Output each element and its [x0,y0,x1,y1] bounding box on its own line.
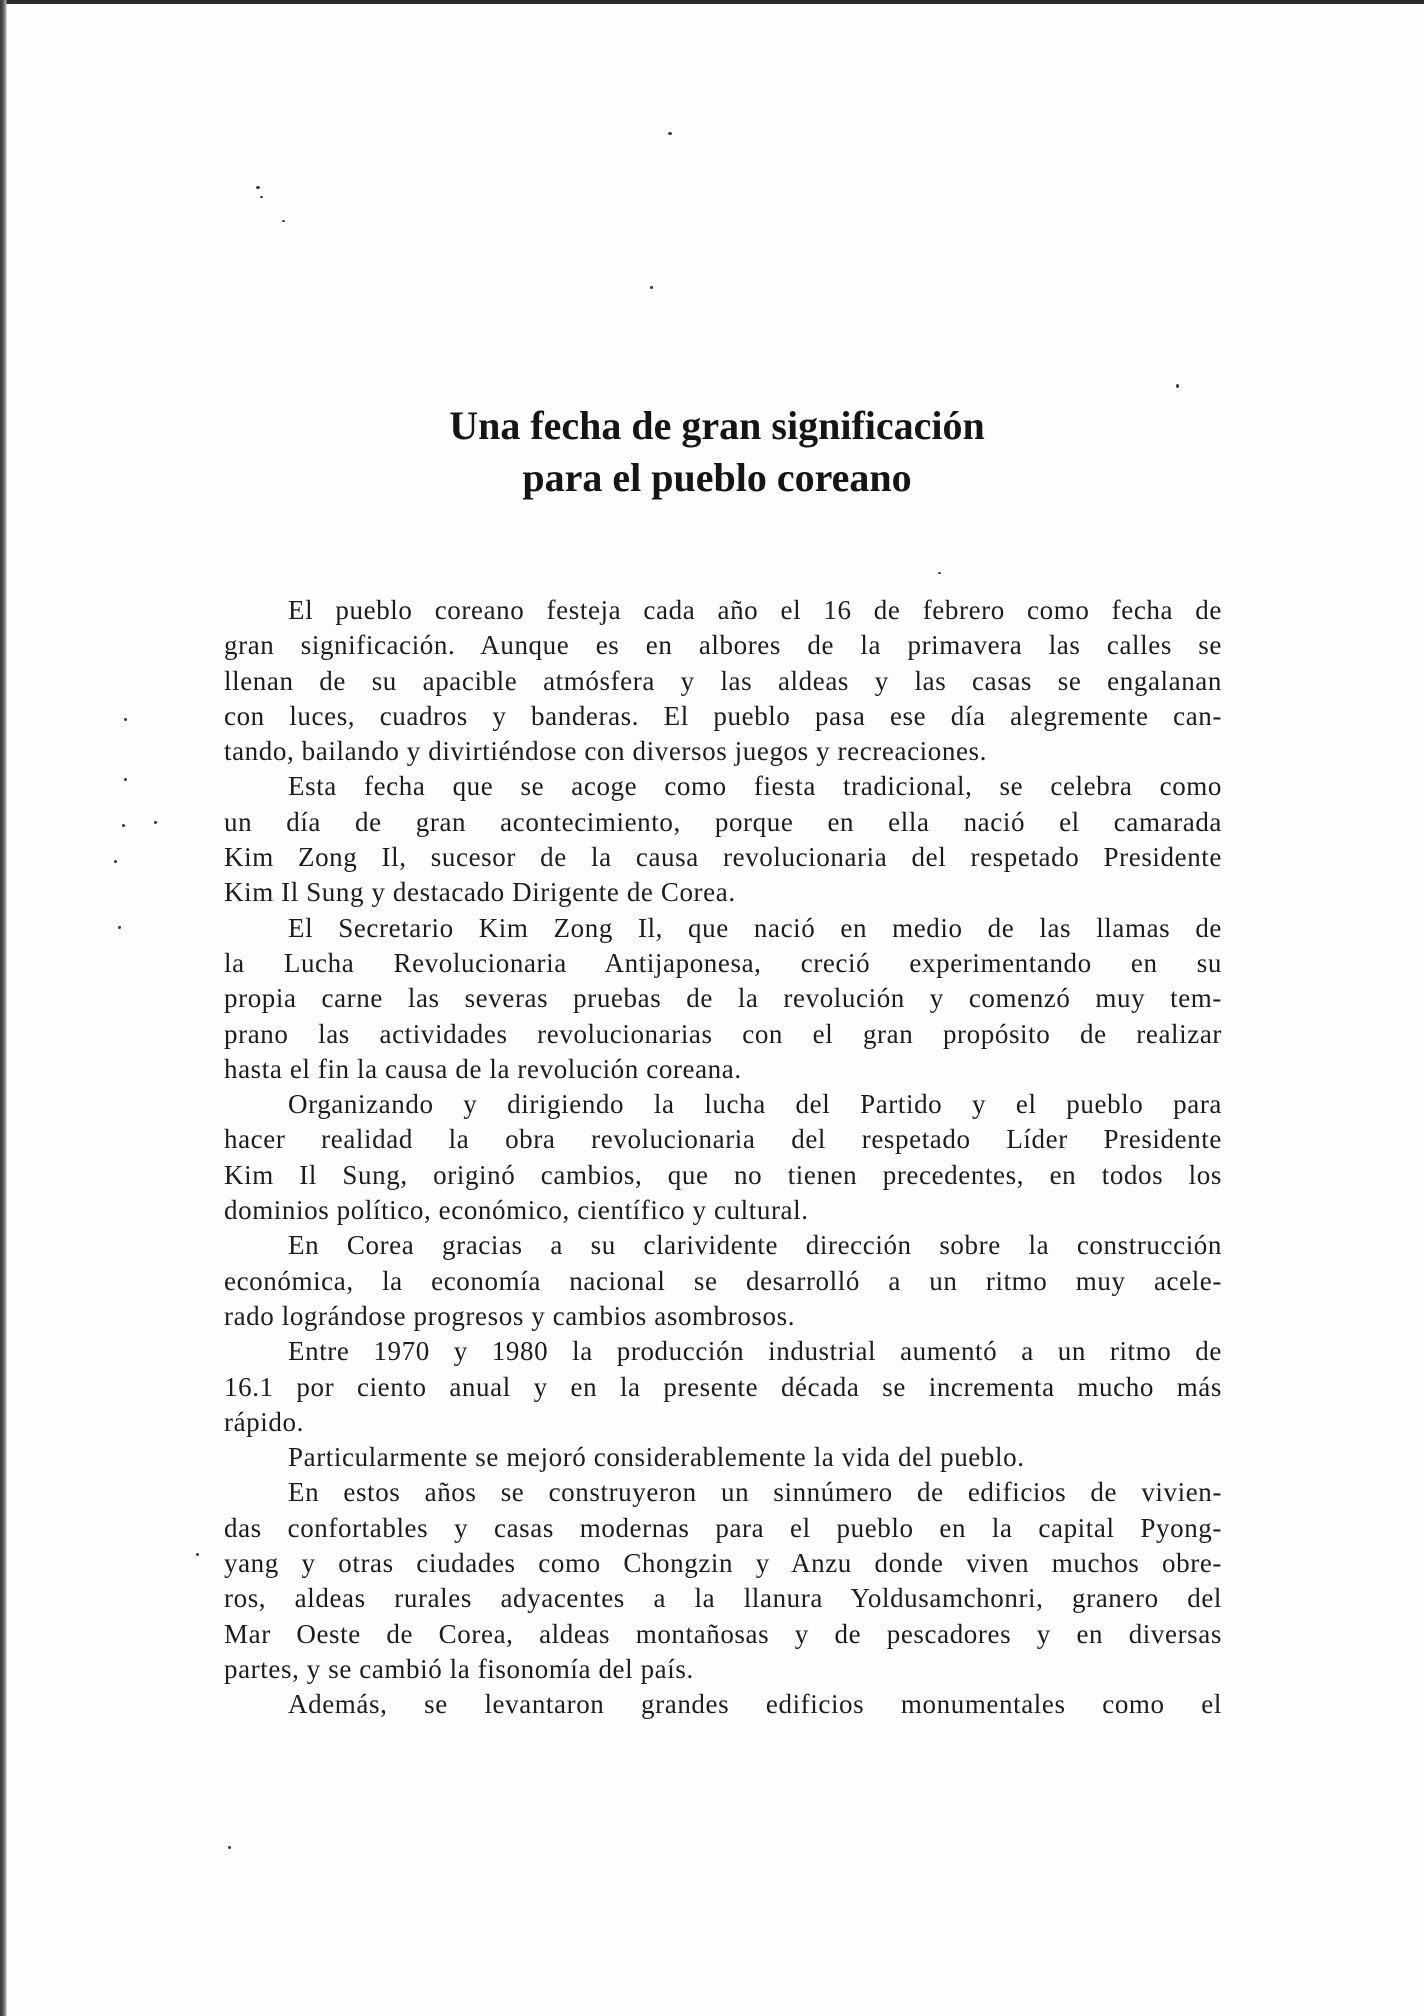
scan-speck [196,1553,199,1556]
text-line: 16.1 por ciento anual y en la presente década se incrementa mucho más [224,1371,1222,1402]
text-line: prano las actividades revolucionarias con el gran propósito de realizar [224,1018,1222,1049]
text-line: Organizando y dirigiendo la lucha del Partido y el pueblo para [288,1089,1222,1120]
title-line: para el pueblo coreano [522,455,912,500]
text-line: dominios político, económico, científico y cultural. [224,1195,809,1226]
scan-speck [118,926,121,929]
scan-speck [650,286,653,289]
text-line: económica, la economía nacional se desarrolló a un ritmo muy acele- [224,1265,1222,1296]
scan-speck [124,718,127,721]
text-line: tando, bailando y divirtiéndose con diversos juegos y recreaciones. [224,736,987,767]
text-line: Kim Il Sung, originó cambios, que no tienen precedentes, en todos los [224,1159,1222,1190]
text-line: Entre 1970 y 1980 la producción industrial aumentó a un ritmo de [288,1336,1222,1367]
scan-speck [256,186,260,189]
text-line: gran significación. Aunque es en albores de la primavera las calles se [224,630,1222,661]
text-line: llenan de su apacible atmósfera y las aldeas y las casas se engalanan [224,665,1222,696]
text-line: hasta el fin la causa de la revolución coreana. [224,1053,742,1084]
text-line: partes, y se cambió la fisonomía del país. [224,1653,694,1684]
article-body [224,593,1222,1723]
text-line: En Corea gracias a su clarividente dirección sobre la construcción [288,1230,1222,1261]
scan-speck [114,860,117,863]
scan-edge-top [0,0,1424,4]
scan-speck [260,196,263,198]
text-line: En estos años se construyeron un sinnúmero de edificios de vivien- [288,1477,1222,1508]
text-line: ros, aldeas rurales adyacentes a la llanura Yoldusamchonri, granero del [224,1583,1222,1614]
text-line: la Lucha Revolucionaria Antijaponesa, creció experimentando en su [224,947,1222,978]
text-line: Además, se levantaron grandes edificios monumentales como el [288,1689,1222,1720]
text-line: hacer realidad la obra revolucionaria del respetado Líder Presidente [224,1124,1222,1155]
scan-speck [154,821,157,824]
text-line: yang y otras ciudades como Chongzin y Anzu donde viven muchos obre- [224,1548,1222,1579]
text-line: con luces, cuadros y banderas. El pueblo pasa ese día alegremente can- [224,700,1222,731]
scan-speck [938,572,941,574]
text-line: Kim Zong Il, sucesor de la causa revolucionaria del respetado Presidente [224,842,1222,873]
scan-speck [122,824,125,827]
text-line: Mar Oeste de Corea, aldeas montañosas y de pescadores y en diversas [224,1618,1222,1649]
text-line: El pueblo coreano festeja cada año el 16 de febrero como fecha de [288,595,1222,625]
scan-speck [124,778,127,781]
document-title [0,400,1424,504]
text-line: Kim Il Sung y destacado Dirigente de Corea. [224,877,736,908]
text-line: rado lográndose progresos y cambios asombrosos. [224,1300,796,1331]
text-line: das confortables y casas modernas para el pueblo en la capital Pyong- [224,1512,1222,1543]
text-line: rápido. [224,1406,304,1437]
scan-edge-left [0,0,7,2016]
scan-speck [282,220,285,222]
scan-speck [228,1846,231,1849]
text-line: El Secretario Kim Zong Il, que nació en medio de las llamas de [288,912,1222,943]
text-line: Particularmente se mejoró considerablemente la vida del pueblo. [288,1442,1025,1473]
scan-speck [1176,384,1179,388]
scan-speck [668,132,672,135]
title-line: Una fecha de gran significación [449,403,985,448]
text-line: un día de gran acontecimiento, porque en ella nació el camarada [224,806,1222,837]
text-line: Esta fecha que se acoge como fiesta tradicional, se celebra como [288,771,1222,802]
text-line: propia carne las severas pruebas de la revolución y comenzó muy tem- [224,983,1222,1014]
